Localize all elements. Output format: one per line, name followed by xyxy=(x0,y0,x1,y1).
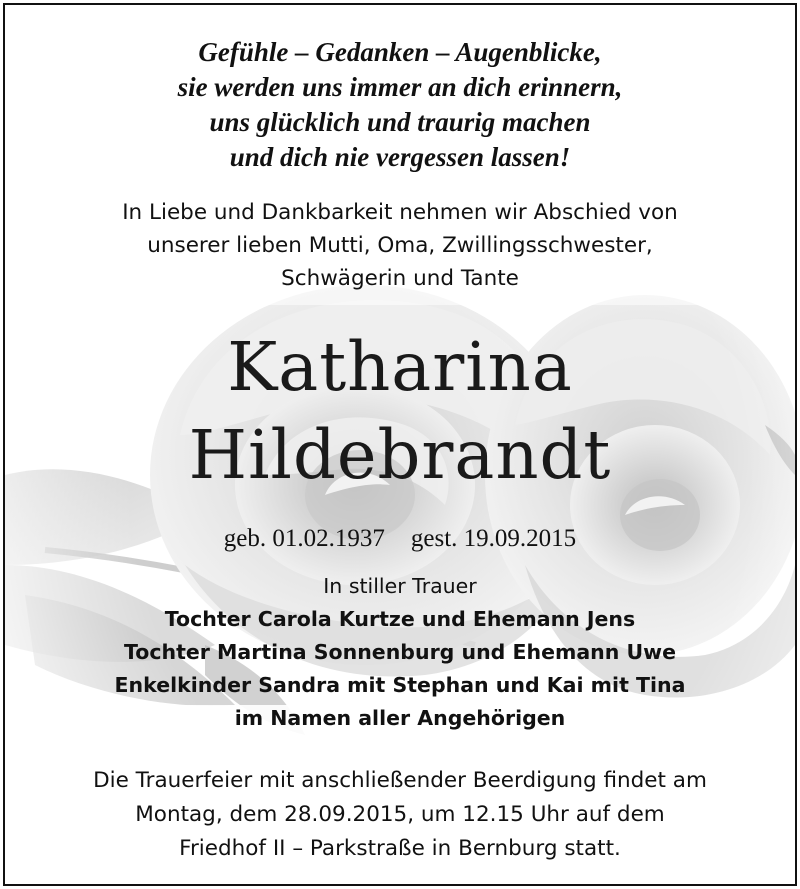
mourner-line: Tochter Carola Kurtze und Ehemann Jens xyxy=(164,607,636,631)
mourner-line: Tochter Martina Sonnenburg und Ehemann Uwe xyxy=(123,640,676,664)
intro-line: In Liebe und Dankbarkeit nehmen wir Abschied von xyxy=(122,200,678,225)
funeral-ceremony-info xyxy=(5,764,795,866)
deceased-first-name: Katharina xyxy=(227,328,573,406)
motto-line: Gefühle – Gedanken – Augenblicke, xyxy=(198,37,602,67)
motto-line: uns glücklich und traurig machen xyxy=(209,107,591,137)
farewell-intro xyxy=(5,196,795,295)
death-date: gest. 19.09.2015 xyxy=(410,525,577,552)
mourners-heading: In stiller Trauer xyxy=(323,574,477,598)
deceased-name xyxy=(5,323,795,499)
mourner-line: Enkelkinder Sandra mit Stephan und Kai mit Tina xyxy=(114,673,686,697)
ceremony-line: Montag, dem 28.09.2015, um 12.15 Uhr auf dem xyxy=(135,802,665,827)
ceremony-line: Die Trauerfeier mit anschließender Beerdigung findet am xyxy=(93,768,707,793)
intro-line: Schwägerin und Tante xyxy=(281,266,519,291)
birth-date: geb. 01.02.1937 xyxy=(223,525,385,552)
motto-line: sie werden uns immer an dich erinnern, xyxy=(177,72,623,102)
motto-line: und dich nie vergessen lassen! xyxy=(229,142,571,172)
motto-verse xyxy=(5,35,795,175)
mourners-list xyxy=(5,570,795,735)
obituary-notice xyxy=(3,3,797,886)
notice-content xyxy=(5,5,795,884)
intro-line: unserer lieben Mutti, Oma, Zwillingsschwester, xyxy=(147,233,653,258)
mourner-line: im Namen aller Angehörigen xyxy=(234,706,566,730)
life-dates xyxy=(5,522,795,556)
ceremony-line: Friedhof II – Parkstraße in Bernburg statt. xyxy=(179,836,621,861)
deceased-last-name: Hildebrandt xyxy=(188,416,612,494)
